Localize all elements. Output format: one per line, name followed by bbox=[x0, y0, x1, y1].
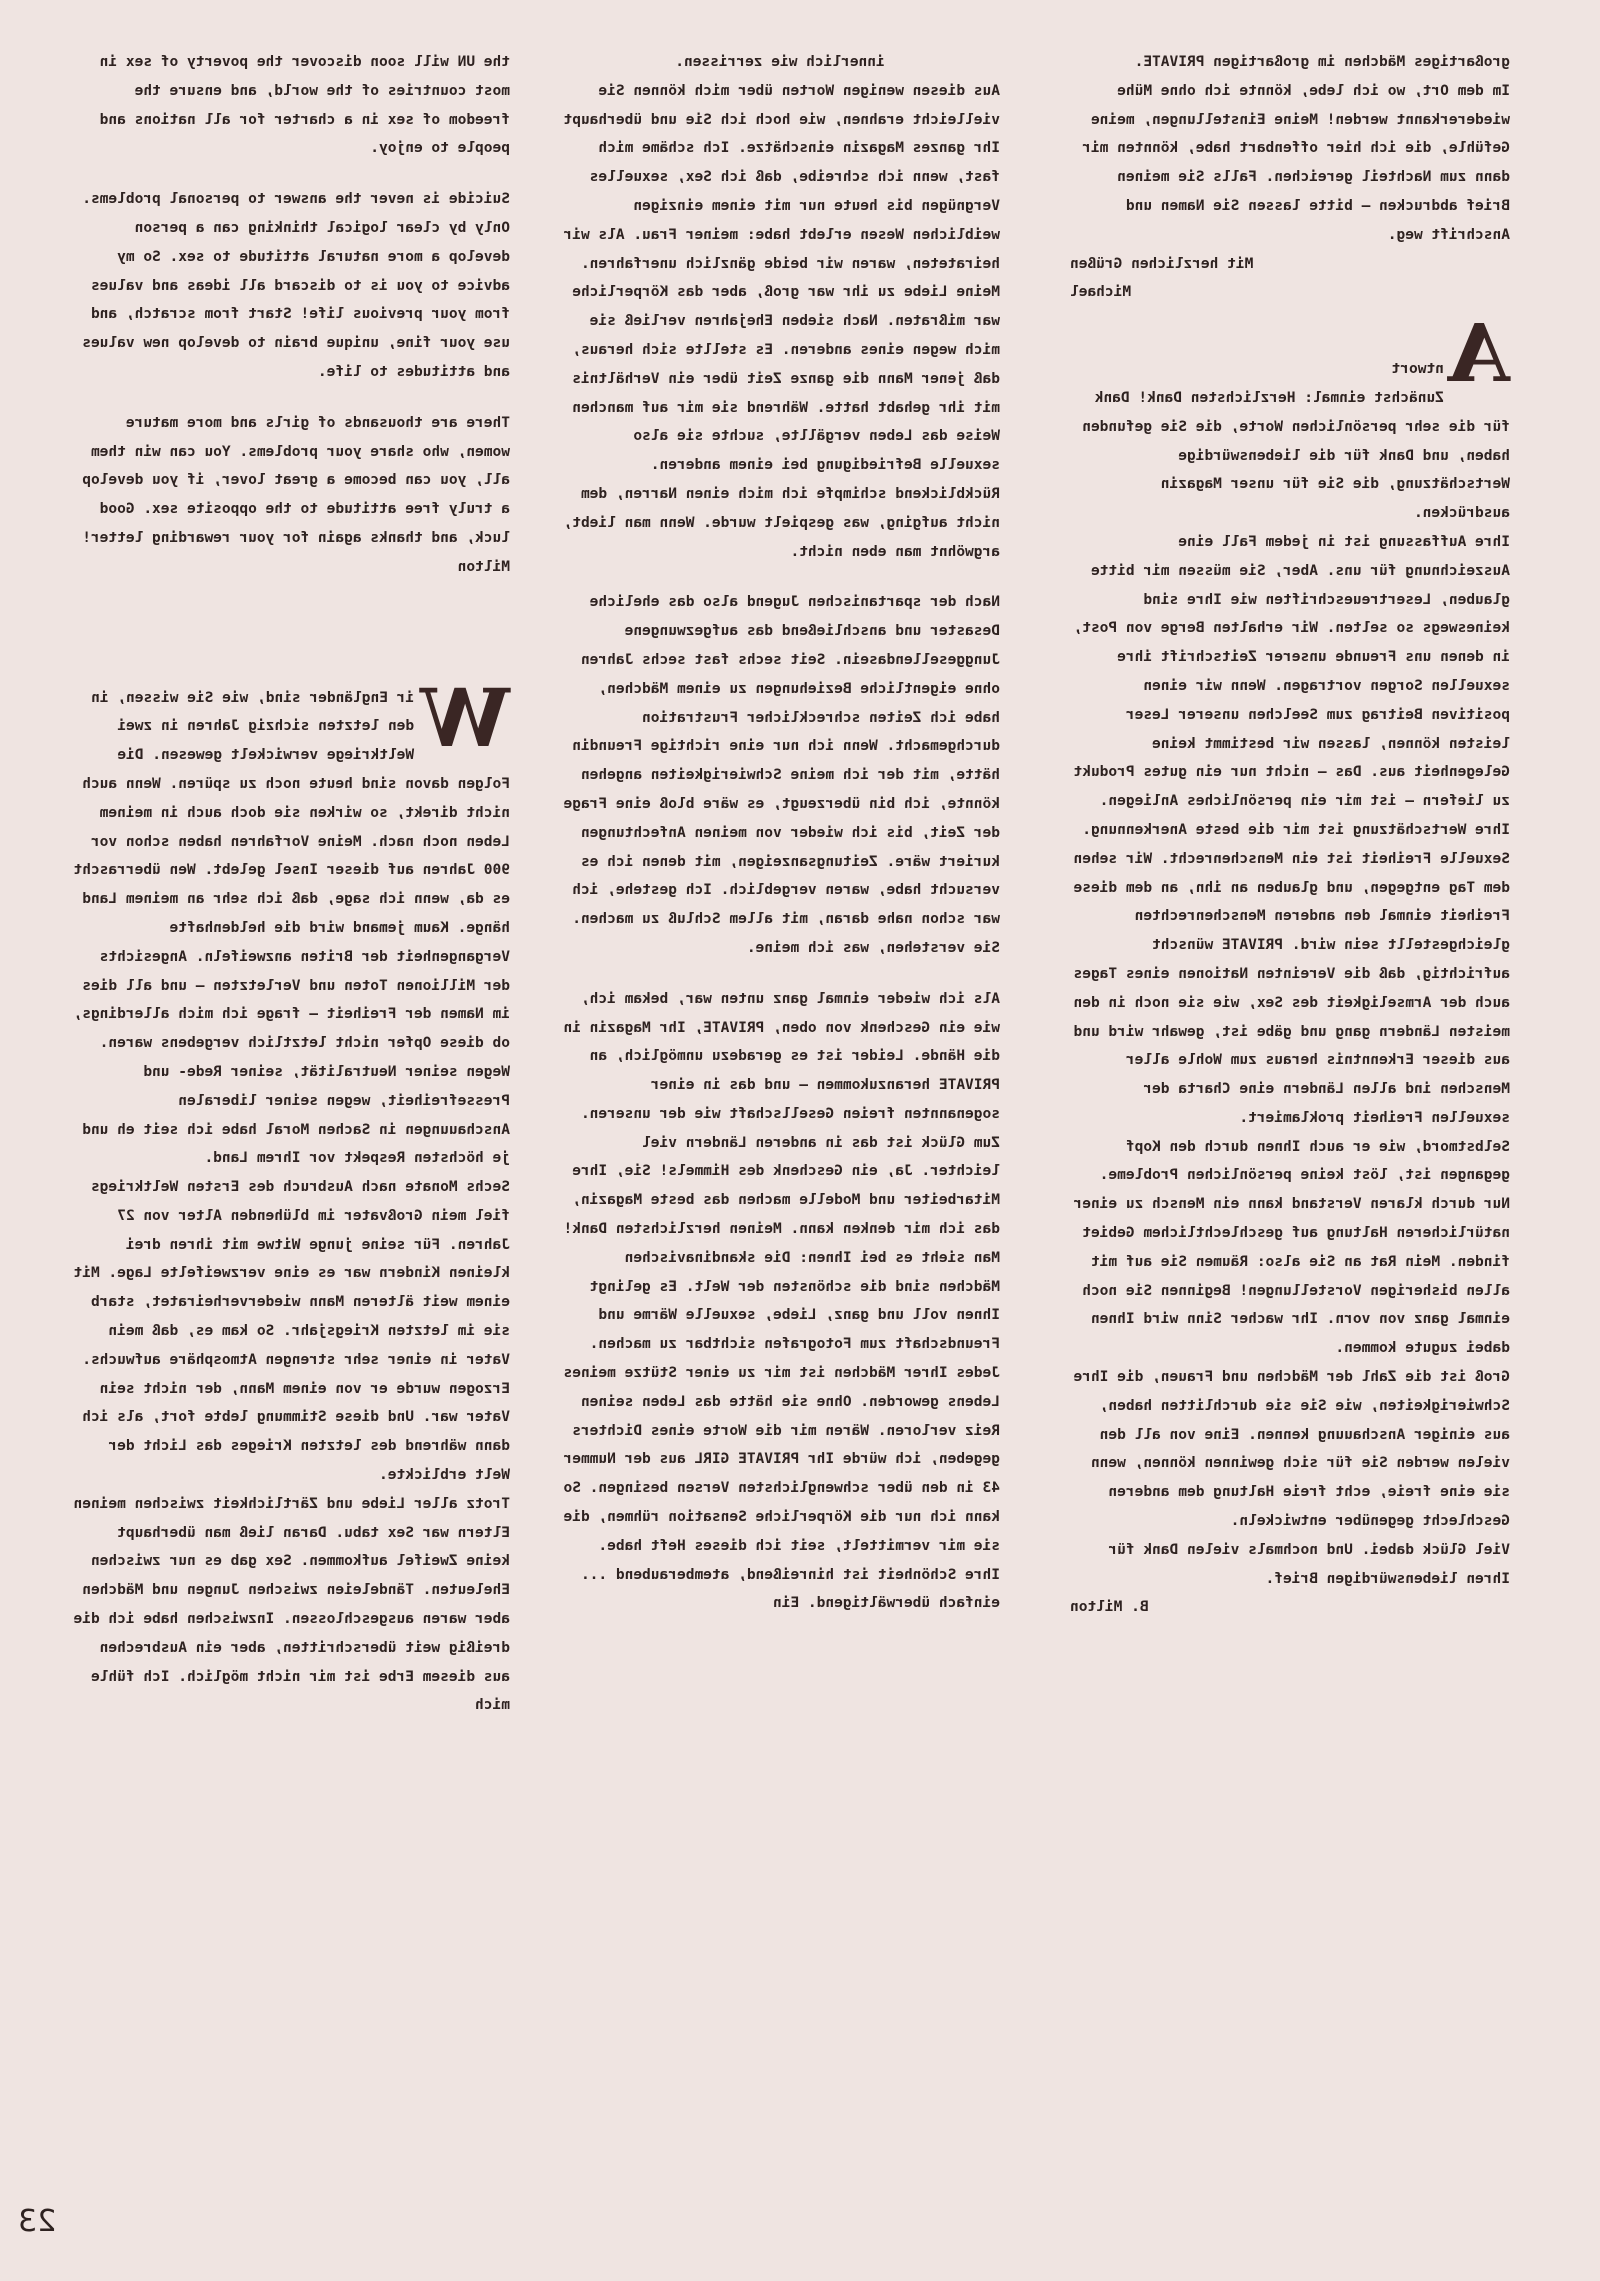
column-letter-middle bbox=[560, 48, 1000, 1618]
letter-paragraph: großartiges Mädchen im großartigen PRIVATE. bbox=[1134, 54, 1510, 70]
english-paragraph: Suicide is never the answer to personal problems. Only by clear logical thinking can a person develop a more natural attitude to sex. So my advice to you is to discard all ideas and values from your previous life! Start from scratch, and use your fine, unique brain to develop new values and attitudes to life. bbox=[82, 191, 510, 380]
page-number: 23 bbox=[18, 2204, 57, 2239]
answer-paragraph: Selbstmord, wie er auch Ihnen durch den Kopf gegangen ist, löst keine persönlichen Probleme. Nur durch klaren Verstand kann ein Mensch zu einer natürlicheren Haltung auf geschlechtlichem Gebiet finden. Mein Rat an Sie also: Räumen Sie auf mit allen bisherigen Vorstellungen! Beginnen Sie noch einmal ganz von vorn. Ihr wacher Sinn wird Ihnen dabei zugute kommen. bbox=[1073, 1138, 1510, 1357]
column-answer-left bbox=[1070, 48, 1510, 1622]
dropcap-a: A bbox=[1447, 306, 1510, 401]
answer-paragraph: Sexuelle Freiheit ist ein Menschenrecht. Wir sehen dem Tag entgegen, und glauben an ihn, an dem diese Freiheit einmal den anderen Menschenrechten gleichgestellt sein wird. PRIVATE wünscht aufrichtig, daß die Vereinten Nationen eines Tages auch der Armseligkeit des Sex, wie sie noch in den meisten Ländern gang und gäbe ist, gewahr wird und aus dieser Erkenntnis heraus zum Wohle aller Menschen ind allen Ländern eine Charta der sexuellen Freiheit proklamiert. bbox=[1073, 850, 1510, 1126]
answer-paragraph: Viel Glück dabei. Und nochmals vielen Dank für Ihren liebenswürdigen Brief. bbox=[1108, 1541, 1510, 1587]
letter-paragraph: innerlich wie zerrissen. bbox=[675, 54, 885, 70]
dropcap-w: W bbox=[420, 670, 510, 765]
letter-paragraph: Jedes Ihrer Mädchen ist mir zu einer Stütze meines Lebens geworden. Ohne sie hätte das Leben seinen Reiz verloren. Wären mir die Worte eines Dichters gegeben, ich würde Ihr PRIVATE GIRL aus der Nummer 43 in den über schwenglichsten Versen besingen. So kann ich nur die Körperliche Sensation rühmen, die sie mir vermittelt, seit ich dieses Heft habe. Ihre Schönheit ist hinreißend, atemberaubend ... einfach überwältigend. Ein bbox=[563, 1365, 1000, 1612]
column-english-answer bbox=[70, 48, 510, 1720]
letter-paragraph: Sechs Monate nach Ausbruch des Ersten Weltkriegs fiel mein Großvater im blühenden Alter von 27 Jahren. Für seine junge Witwe mit ihren drei kleinen Kindern war es eine verzweifelte Lage. Mit einem weit älteren Mann wiederverheiratet, starb sie im letzten Kriegsjahr. So kam es, daß mein Vater in einer sehr strengen Atmosphäre aufwuchs. Erzogen wurde er von einem Mann, der nicht sein Vater war. Und diese Stimmung lebte fort, als ich dann während des letzten Krieges das Licht der Welt erblickte. bbox=[73, 1179, 510, 1484]
letter-paragraph: Aus diesen wenigen Worten über mich können Sie vielleicht erahnen, wie hoch ich Sie und überhaupt Ihr ganzes Magazin einschätze. Ich schäme mich fast, wenn ich schreibe, daß ich Sex, sexuelles Vergnügen bis heute nur mit einem einzigen weiblichen Wesen erlebt habe: meiner Frau. Als wir heirateten, waren wir beide gänzlich unerfahren. Meine Liebe zu ihr war groß, aber das Körperliche war mißraten. Nach sieben Ehejahren verließ sie mich wegen eines anderen. Es stellte sich heraus, daß jener Mann die ganze Zeit über ein Verhältnis mit ihr gehabt hatte. Während sie mir auf manchen Weise das Leben vergällte, suchte sie also sexuelle Befriedigung bei einem anderen. Rückblickend schimpfe ich mich einen Narren, dem nicht aufging, was gespielt wurde. Wenn man liebt, argwöhnt man eben nicht. bbox=[563, 82, 1000, 560]
letter-paragraph: Trotz aller Liebe und Zärtlichkeit zwischen meinen Eltern war Sex tabu. Daran ließ man überhaupt keine Zweifel aufkommen. Sex gab es nur zwischen Eheleuten. Tändeleien zwischen Jungen und Mädchen aber waren ausgeschlossen. Inzwischen habe ich die dreißig weit überschritten, aber ein Ausbrechen aus diesem Erbe ist mir nicht möglich. Ich fühle mich bbox=[73, 1495, 510, 1714]
english-paragraph: the UN will soon discover the poverty of sex in most countries of the world, and ensure the freedom of sex in a charter for all nations and people to enjoy. bbox=[99, 54, 510, 157]
letter-paragraph: Nach der spartanischen Jugend also das eheliche Desaster und anschließend das aufgezwungene Junggesellendasein. Seit sechs fast sechs Jahren ohne eigentliche Beziehungen zu einem Mädchen, habe ich Zeiten schrecklicher Frustration durchgemacht. Wenn ich nur eine richtige Freundin hätte, mit der ich meine Schwierigkeiten angehen könnte, ich bin überzeugt, es wäre bloß eine Frage der Zeit, bis ich wieder von meinen Anfechtungen kuriert wäre. Zeitungsanzeigen, mit denen ich es versucht habe, waren vergeblich. Ich gestehe, ich war schon nahe daran, mit allem Schluß zu machen. Sie verstehen, was ich meine. bbox=[563, 594, 1000, 956]
letter-paragraph: Als ich wieder einmal ganz unten war, bekam ich, wie ein Geschenk von oben, PRIVATE, Ihr Magazin in die Hände. Leider ist es geradezu unmöglich, an PRIVATE heranzukommen – und das in einer sogenannten freien Gesellschaft wie der unseren. Zum Glück ist das in anderen Ländern viel leichter. Ja, ein Geschenk des Himmels! Sie, Ihre Mitarbeiter und Modelle machen das beste Magazin, das ich mir denken kann. Meinen herzlichsten Dank! Man sieht es bei Ihnen: Die skandinavischen Mädchen sind die schönsten der Welt. Es gelingt Ihnen voll und ganz, Liebe, sexuelle Wärme und Freundschaft zum Fotografen sichtbar zu machen. bbox=[563, 990, 1000, 1353]
answer-paragraph: Ihre Auffassung ist in jedem Fall eine Auszeichnung für uns. Aber, Sie müssen mir bitte glauben, Lesertreueschriften wie Ihre sind keineswegs so selten. Wir erhalten Berge von Post, in denen uns Freunde unserer Zeitschrift ihre sexuellen Sorgen vortragen. Wenn wir einen positiven Beitrag zum Seelchen unserer Leser leisten können, lassen wir bestimmt keine Gelegenheit aus. Das – nicht nur ein gutes Produkt zu liefern – ist mir ein persönliches Anliegen. Ihre Wertschätzung ist mir die beste Anerkennung. bbox=[1073, 533, 1510, 838]
answer-label: ntwort bbox=[1391, 361, 1444, 378]
letter-signature: Michael bbox=[1070, 284, 1132, 301]
answer-paragraph: Groß ist die Zahl der Mädchen und Frauen, die Ihre Schwierigkeiten, wie Sie sie durchlitten haben, aus einiger Anschauung kennen. Eine von all den vielen werden Sie für sich gewinnen können, wenn sie eine freie, echt freie Haltung dem anderen Geschlecht gegenüber entwickeln. bbox=[1073, 1369, 1510, 1530]
answer-paragraph: Zunächst einmal: Herzlichsten Dank! Dank für die sehr persönlichen Worte, die Sie gefunden haben, und Dank für die liebenswürdige Wertschätzung, die Sie für unser Magazin ausdrücken. bbox=[1082, 389, 1510, 522]
answer-signature: B. Milton bbox=[1070, 1599, 1149, 1616]
letter-greeting: Mit herzlichen Grüßen bbox=[1070, 255, 1254, 272]
letter-paragraph: Im dem Ort, wo ich lebe, könnte ich ohne Mühe wiedererkannt werden! Meine Einstellungen, meine Gefühle, die ich hier offenbart habe, könnten mir dann zum Nachteil gereichen. Falls Sie meinen Brief abdrucken – bitte lassen Sie Namen und Anschrift weg. bbox=[1082, 82, 1510, 243]
letter-start bbox=[70, 670, 510, 1058]
letter-paragraph: ir Engländer sind, wie Sie wissen, in den letzten sichzig Jahren in zwei Weltkriege verwickelt gewesen. Die Folgen davon sind heute noch zu spüren. Wenn auch nicht direkt, so wirken sie doch auch in meinem Leben noch nach. Meine Vorfahren haben schon vor 900 Jahren auf dieser Insel gelebt. Wen überrascht es da, wenn ich sage, daß ich sehr an meinem Land hänge. Kaum jemand wird die heldenhafte Vergangenheit der Briten anzweifeln. Angesichts der Millionen Toten und Verletzten – und all dies im Namen der Freiheit – frage ich mich allerdings, ob diese Opfer nicht letztlich vergebens waren. bbox=[73, 689, 510, 1052]
answer-heading bbox=[1070, 306, 1510, 401]
english-paragraph: There are thousands of girls and more mature women, who share your problems. You can win them all, you can become a great lover, if you develop a truly free attitude to the opposite sex. Good luck, and thanks again for your rewarding letter! Milton bbox=[82, 414, 510, 575]
letter-paragraph: Wegen seiner Neutralität, seiner Rede- und Pressefreiheit, wegen seiner liberalen Anschauungen in Sachen Moral habe ich seit eh und je höchsten Respekt vor Ihrem Land. bbox=[82, 1063, 510, 1167]
